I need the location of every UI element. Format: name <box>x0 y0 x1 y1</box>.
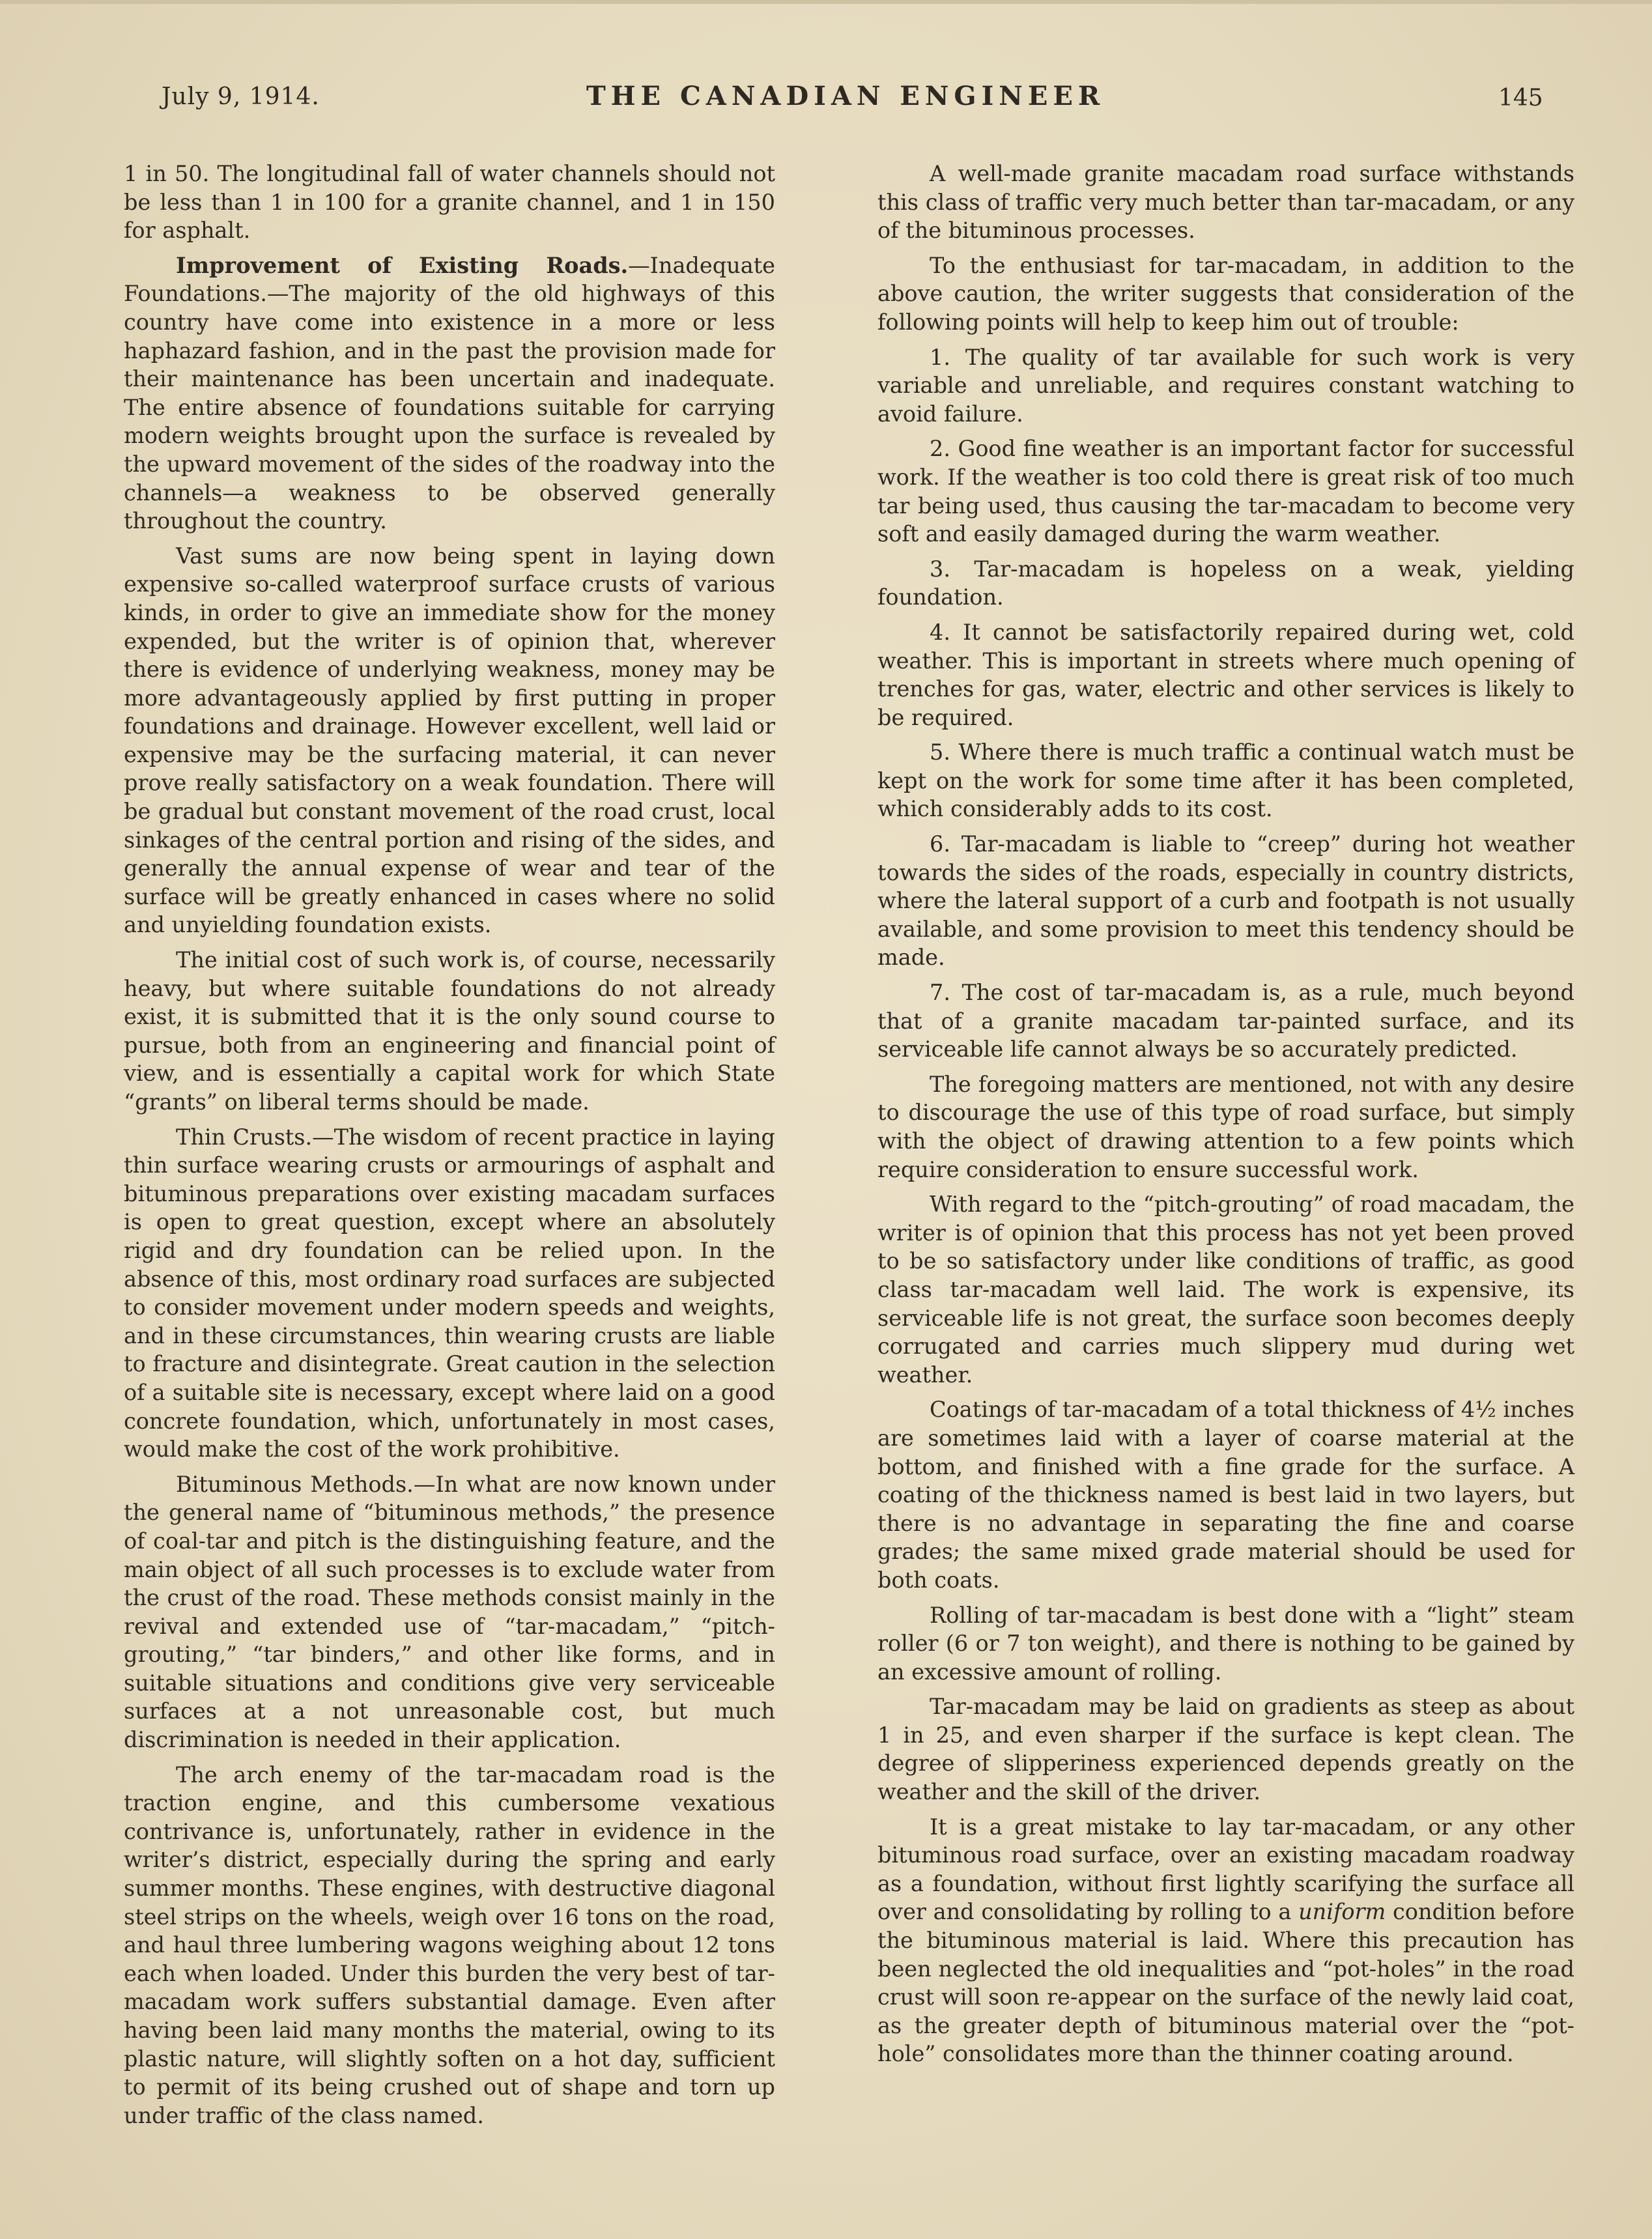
paragraph: The arch enemy of the tar-macadam road is the traction engine, and this cumbersome vexatious contrivance is, unfortunately, rather in evidence in the writer’s district, especially during the spring and early summer months. These engines, with destructive diagonal steel strips on the wheels, weigh over 16 tons on the road, and haul three lumbering wagons weighing about 12 tons each when loaded. Under this burden the very best of tar-macadam work suffers substantial damage. Even after having been laid many months the material, owing to its plastic nature, will slightly soften on a hot day, sufficient to permit of its being crushed out of shape and torn up under traffic of the class named. <box>124 1761 775 2128</box>
paragraph-text: condition before the bituminous material is laid. Where this precaution has been neglected the old inequalities and “pot-holes” in the road crust will soon re-appear on the surface of the newly laid coat, as the greater depth of bituminous material over the “pot-hole” consolidates more than the thinner coating around. <box>877 1899 1575 2067</box>
right-column <box>877 160 1574 2075</box>
journal-title: THE CANADIAN ENGINEER <box>586 81 1105 111</box>
paragraph-bituminous-methods: Bituminous Methods.—In what are now known under the general name of “bituminous methods,” the presence of coal-tar and pitch is the distinguishing feature, and the main object of all such processes is to exclude water from the crust of the road. These methods consist mainly in the revival and extended use of “tar-macadam,” “pitch-grouting,” “tar binders,” and other like forms, and in suitable situations and conditions give very serviceable surfaces at a not unreasonable cost, but much discrimination is needed in their application. <box>124 1471 775 1753</box>
emphasis-text: uniform <box>1298 1899 1386 1925</box>
list-item: 6. Tar-macadam is liable to “creep” during hot weather towards the sides of the roads, especially in country districts, where the lateral support of a curb and footpath is not usually available, and some provision to meet this tendency should be made. <box>877 831 1574 971</box>
paragraph: 1 in 50. The longitudinal fall of water channels should not be less than 1 in 100 for a granite channel, and 1 in 150 for asphalt. <box>124 161 775 244</box>
left-column <box>124 160 775 2136</box>
paragraph-text: It is a great mistake to lay tar-macadam, or any other bituminous road surface, over an existing macadam roadway as a foundation, without first lightly scarifying the surface all over and consolidating by rolling to a <box>877 1814 1574 1925</box>
paragraph: Tar-macadam may be laid on gradients as steep as about 1 in 25, and even sharper if the surface is kept clean. The degree of slipperiness experienced depends greatly on the weather and the skill of the driver. <box>877 1694 1574 1805</box>
paragraph: To the enthusiast for tar-macadam, in addition to the above caution, the writer suggests that consideration of the following points will help to keep him out of trouble: <box>877 252 1574 335</box>
paragraph: A well-made granite macadam road surface withstands this class of traffic very much better than tar-macadam, or any of the bituminous processes. <box>877 161 1574 244</box>
paragraph: The foregoing matters are mentioned, not with any desire to discourage the use of this type of road surface, but simply with the object of drawing attention to a few points which require consideration to ensure successful work. <box>877 1071 1574 1182</box>
paragraph: Vast sums are now being spent in laying down expensive so-called waterproof surface crusts of various kinds, in order to give an immediate show for the money expended, but the writer is of opinion that, wherever there is evidence of underlying weakness, money may be more advantageously applied by first putting in proper foundations and drainage. However excellent, well laid or expensive may be the surfacing material, it can never prove really satisfactory on a weak foundation. There will be gradual but constant movement of the road crust, local sinkages of the central portion and rising of the sides, and generally the annual expense of wear and tear of the surface will be greatly enhanced in cases where no solid and unyielding foundation exists. <box>124 543 775 938</box>
page-top-edge <box>0 0 1652 4</box>
paragraph-improvement-existing-roads <box>124 251 775 535</box>
paragraph: With regard to the “pitch-grouting” of road macadam, the writer is of opinion that this process has not yet been proved to be so satisfactory under like conditions of traffic, as good class tar-macadam well laid. The work is expensive, its serviceable life is not great, the surface soon becomes deeply corrugated and carries much slippery mud during wet weather. <box>877 1191 1574 1388</box>
list-item: 7. The cost of tar-macadam is, as a rule, much beyond that of a granite macadam tar-painted surface, and its serviceable life cannot always be so accurately predicted. <box>877 980 1574 1062</box>
list-item: 5. Where there is much traffic a continual watch must be kept on the work for some time after it has been completed, which considerably adds to its cost. <box>877 739 1574 822</box>
paragraph: Rolling of tar-macadam is best done with a “light” steam roller (6 or 7 ton weight), and there is nothing to be gained by an excessive amount of rolling. <box>877 1602 1574 1685</box>
paragraph <box>877 1813 1574 2068</box>
section-heading: Improvement of Existing Roads. <box>176 252 629 278</box>
paragraph: Coatings of tar-macadam of a total thickness of 4½ inches are sometimes laid with a layer of coarse material at the bottom, and finished with a fine grade for the surface. A coating of the thickness named is best laid in two layers, but there is no advantage in separating the fine and coarse grades; the same mixed grade material should be used for both coats. <box>877 1397 1574 1593</box>
running-header <box>0 77 1652 116</box>
page-number: 145 <box>1498 85 1543 111</box>
list-item: 3. Tar-macadam is hopeless on a weak, yielding foundation. <box>877 556 1574 610</box>
list-item: 1. The quality of tar available for such work is very variable and unreliable, and requires constant watching to avoid failure. <box>877 344 1574 427</box>
list-item: 4. It cannot be satisfactorily repaired during wet, cold weather. This is important in streets where much opening of trenches for gas, water, electric and other services is likely to be required. <box>877 619 1574 730</box>
paragraph-thin-crusts: Thin Crusts.—The wisdom of recent practice in laying thin surface wearing crusts or armourings of asphalt and bituminous preparations over existing macadam surfaces is open to great question, except where an absolutely rigid and dry foundation can be relied upon. In the absence of this, most ordinary road surfaces are subjected to consider movement under modern speeds and weights, and in these circumstances, thin wearing crusts are liable to fracture and disintegrate. Great caution in the selection of a suitable site is necessary, except where laid on a good concrete foundation, which, unfortunately in most cases, would make the cost of the work prohibitive. <box>124 1124 775 1462</box>
paragraph-text: —Inadequate Foundations.—The majority of the old highways of this country have come into existence in a more or less haphazard fashion, and in the past the provision made for their maintenance has been uncertain and inadequate. The entire absence of foundations suitable for carrying modern weights brought upon the surface is revealed by the upward movement of the sides of the roadway into the channels—a weakness to be observed generally throughout the country. <box>124 252 775 534</box>
paragraph: The initial cost of such work is, of course, necessarily heavy, but where suitable foundations do not already exist, it is submitted that it is the only sound course to pursue, both from an engineering and financial point of view, and is essentially a capital work for which State “grants” on liberal terms should be made. <box>124 947 775 1115</box>
issue-date: July 9, 1914. <box>162 83 320 110</box>
list-item: 2. Good fine weather is an important factor for successful work. If the weather is too cold there is great risk of too much tar being used, thus causing the tar-macadam to become very soft and easily damaged during the warm weather. <box>877 436 1574 547</box>
